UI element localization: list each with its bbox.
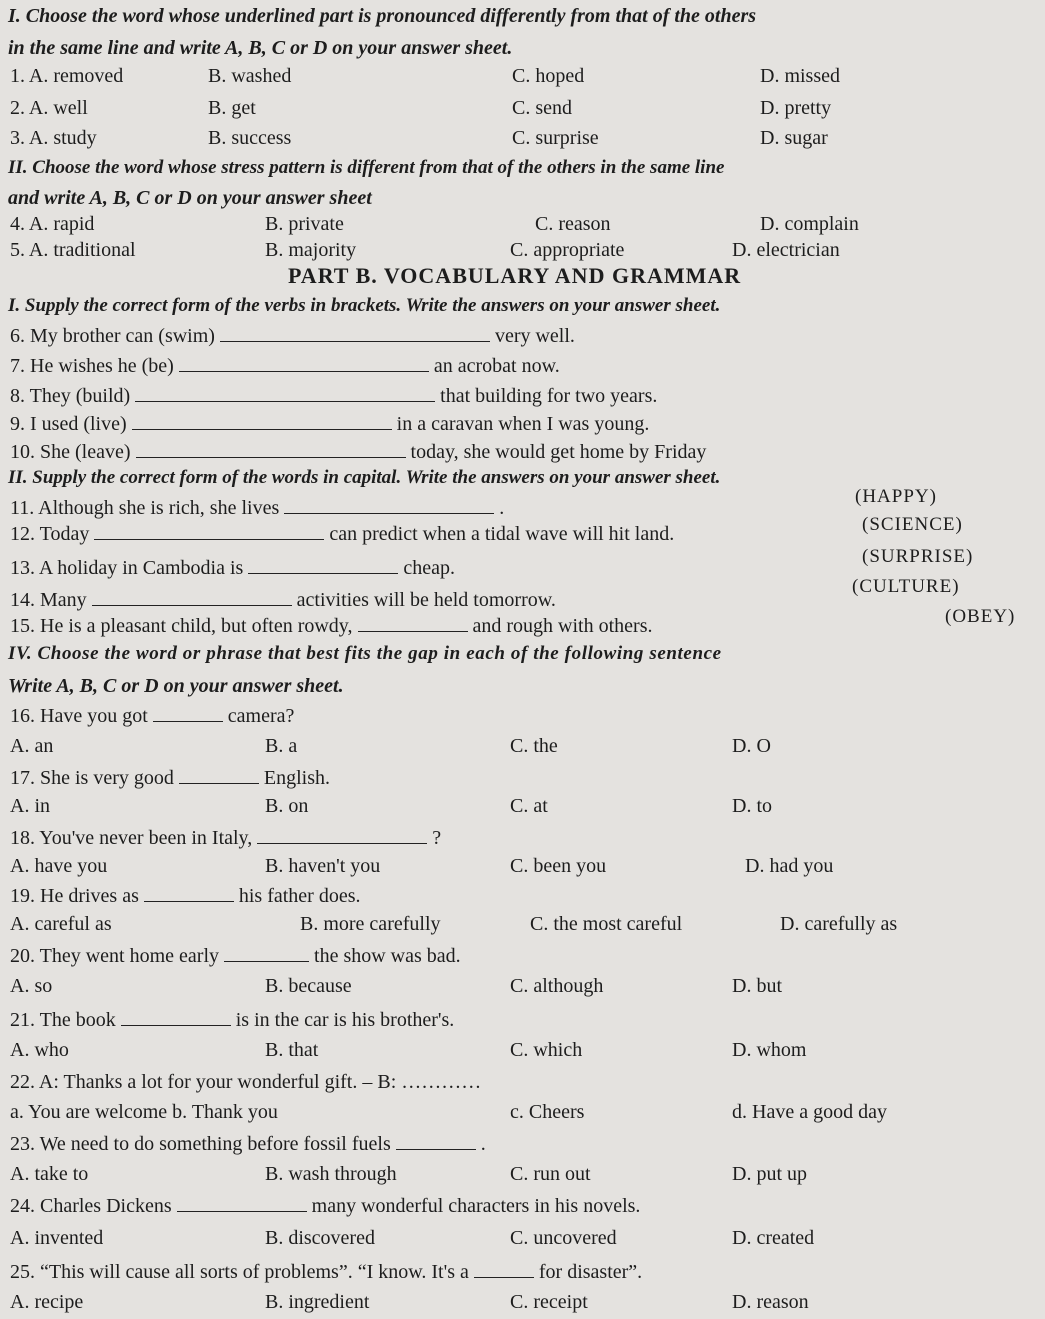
q4-option-c: C. reason (535, 213, 611, 235)
q15-capital-word: (OBEY) (945, 606, 1016, 627)
q1-option-b: B. washed (208, 65, 292, 87)
q20-sentence (10, 944, 461, 968)
q16-answer-blank[interactable] (153, 705, 223, 722)
section-5-instruction-cont: Write A, B, C or D on your answer sheet. (8, 675, 344, 697)
section-4-instruction: II. Supply the correct form of the words in capital. Write the answers on your answer sheet. (8, 467, 721, 488)
q20-option-d[interactable]: D. but (732, 975, 782, 997)
q11-text-before: 11. Although she is rich, she lives (10, 497, 280, 519)
q23-option-d[interactable]: D. put up (732, 1163, 807, 1185)
q7-answer-blank[interactable] (179, 355, 429, 372)
q25-text-before: 25. “This will cause all sorts of problems”. “I know. It's a (10, 1261, 469, 1283)
q11-sentence (10, 496, 504, 520)
q19-option-d[interactable]: D. carefully as (780, 913, 898, 935)
q18-option-c[interactable]: C. been you (510, 855, 607, 877)
q16-option-a[interactable]: A. an (10, 735, 54, 757)
q20-text-after: the show was bad. (314, 945, 461, 967)
q14-answer-blank[interactable] (92, 589, 292, 606)
q17-text-after: English. (263, 767, 331, 789)
section-2-instruction-cont: and write A, B, C or D on your answer sheet (8, 187, 372, 209)
section-1-instruction: I. Choose the word whose underlined part is pronounced differently from that of the others (8, 5, 757, 27)
section-3-instruction: I. Supply the correct form of the verbs in brackets. Write the answers on your answer sheet. (8, 295, 721, 316)
q5-option-a: 5. A. traditional (10, 239, 136, 261)
q23-option-c[interactable]: C. run out (510, 1163, 591, 1185)
q4-option-a: 4. A. rapid (10, 213, 95, 235)
q20-answer-blank[interactable] (224, 945, 309, 962)
q2-option-d: D. pretty (760, 97, 832, 119)
q12-text-before: 12. Today (10, 523, 90, 545)
q13-text-before: 13. A holiday in Cambodia is (10, 557, 244, 579)
q23-text-before: 23. We need to do something before fossil fuels (10, 1133, 391, 1155)
q9-text-before: 9. I used (live) (10, 413, 127, 435)
q21-text-before: 21. The book (10, 1009, 116, 1031)
q14-text-after: activities will be held tomorrow. (296, 589, 556, 611)
q4-option-d: D. complain (760, 213, 859, 235)
q2-option-c: C. send (512, 97, 572, 119)
q23-sentence (10, 1132, 486, 1156)
q21-option-a[interactable]: A. who (10, 1039, 69, 1061)
q22-option-c[interactable]: c. Cheers (510, 1101, 585, 1123)
q19-option-b[interactable]: B. more carefully (300, 913, 441, 935)
q19-sentence (10, 884, 361, 908)
q17-option-a[interactable]: A. in (10, 795, 50, 817)
q16-option-b[interactable]: B. a (265, 735, 298, 757)
q24-answer-blank[interactable] (177, 1195, 307, 1212)
q5-option-d: D. electrician (732, 239, 840, 261)
q25-answer-blank[interactable] (474, 1261, 534, 1278)
q17-answer-blank[interactable] (179, 767, 259, 784)
q23-text-after: . (480, 1133, 486, 1155)
q16-option-d[interactable]: D. O (732, 735, 771, 757)
section-1-instruction-cont: in the same line and write A, B, C or D on your answer sheet. (8, 37, 513, 59)
q15-text-before: 15. He is a pleasant child, but often rowdy, (10, 615, 353, 637)
q25-option-d[interactable]: D. reason (732, 1291, 809, 1313)
q19-option-c[interactable]: C. the most careful (530, 913, 683, 935)
q6-text-after: very well. (494, 325, 575, 347)
q18-text-after: ? (432, 827, 442, 849)
q4-option-b: B. private (265, 213, 344, 235)
q24-text-after: many wonderful characters in his novels. (311, 1195, 641, 1217)
q8-text-before: 8. They (build) (10, 385, 131, 407)
q22-option-d[interactable]: d. Have a good day (732, 1101, 887, 1123)
q18-option-d[interactable]: D. had you (745, 855, 834, 877)
q13-answer-blank[interactable] (248, 557, 398, 574)
q12-answer-blank[interactable] (94, 523, 324, 540)
q19-option-a[interactable]: A. careful as (10, 913, 112, 935)
q21-option-d[interactable]: D. whom (732, 1039, 807, 1061)
q6-text-before: 6. My brother can (swim) (10, 325, 215, 347)
q24-sentence (10, 1194, 640, 1218)
q21-sentence (10, 1008, 454, 1032)
q21-option-c[interactable]: C. which (510, 1039, 583, 1061)
q11-text-after: . (499, 497, 505, 519)
q11-capital-word: (HAPPY) (855, 486, 937, 507)
q17-sentence (10, 766, 330, 790)
q22-option-a-b[interactable]: a. You are welcome b. Thank you (10, 1101, 278, 1123)
q18-answer-blank[interactable] (257, 827, 427, 844)
q6-sentence (10, 324, 575, 348)
q18-sentence (10, 826, 441, 850)
q5-option-b: B. majority (265, 239, 357, 261)
q21-text-after: is in the car is his brother's. (235, 1009, 455, 1031)
q17-text-before: 17. She is very good (10, 767, 174, 789)
q20-option-c[interactable]: C. although (510, 975, 604, 997)
section-2-instruction: II. Choose the word whose stress pattern is different from that of the others in the same line (8, 157, 725, 178)
q11-answer-blank[interactable] (284, 497, 494, 514)
q10-text-before: 10. She (leave) (10, 441, 131, 463)
q25-option-c[interactable]: C. receipt (510, 1291, 588, 1313)
q24-text-before: 24. Charles Dickens (10, 1195, 172, 1217)
q9-text-after: in a caravan when I was young. (396, 413, 650, 435)
q19-text-before: 19. He drives as (10, 885, 139, 907)
q24-option-a[interactable]: A. invented (10, 1227, 104, 1249)
q10-sentence (10, 440, 706, 464)
q16-text-before: 16. Have you got (10, 705, 148, 727)
q19-answer-blank[interactable] (144, 885, 234, 902)
q15-answer-blank[interactable] (358, 615, 468, 632)
q14-capital-word: (CULTURE) (852, 576, 960, 597)
q1-option-d: D. missed (760, 65, 840, 87)
q16-sentence (10, 704, 294, 728)
q8-sentence (10, 384, 657, 408)
q25-text-after: for disaster”. (538, 1261, 643, 1283)
q14-text-before: 14. Many (10, 589, 87, 611)
q18-text-before: 18. You've never been in Italy, (10, 827, 253, 849)
q18-option-b[interactable]: B. haven't you (265, 855, 381, 877)
q7-sentence (10, 354, 560, 378)
q9-answer-blank[interactable] (132, 413, 392, 430)
q3-option-a: 3. A. study (10, 127, 97, 149)
q23-option-a[interactable]: A. take to (10, 1163, 89, 1185)
q23-answer-blank[interactable] (396, 1133, 476, 1150)
q1-option-c: C. hoped (512, 65, 585, 87)
q14-sentence (10, 588, 556, 612)
q23-option-b[interactable]: B. wash through (265, 1163, 397, 1185)
q20-option-a[interactable]: A. so (10, 975, 53, 997)
q24-option-b[interactable]: B. discovered (265, 1227, 375, 1249)
q20-option-b[interactable]: B. because (265, 975, 352, 997)
q3-option-d: D. sugar (760, 127, 828, 149)
q5-option-c: C. appropriate (510, 239, 625, 261)
q13-sentence (10, 556, 455, 580)
q13-text-after: cheap. (403, 557, 455, 579)
q12-sentence (10, 522, 674, 546)
q25-option-a[interactable]: A. recipe (10, 1291, 84, 1313)
q10-text-after: today, she would get home by Friday (410, 441, 707, 463)
q16-text-after: camera? (227, 705, 295, 727)
q18-option-a[interactable]: A. have you (10, 855, 108, 877)
q9-sentence (10, 412, 649, 436)
q24-option-c[interactable]: C. uncovered (510, 1227, 617, 1249)
part-b-heading: PART B. VOCABULARY AND GRAMMAR (288, 263, 742, 288)
q20-text-before: 20. They went home early (10, 945, 220, 967)
q17-option-b[interactable]: B. on (265, 795, 309, 817)
q25-option-b[interactable]: B. ingredient (265, 1291, 370, 1313)
section-5-instruction: IV. Choose the word or phrase that best fits the gap in each of the following sentence (8, 643, 722, 664)
q24-option-d[interactable]: D. created (732, 1227, 815, 1249)
q22-sentence: 22. A: Thanks a lot for your wonderful gift. – B: ………… (10, 1071, 482, 1093)
q7-text-before: 7. He wishes he (be) (10, 355, 174, 377)
q17-option-d[interactable]: D. to (732, 795, 772, 817)
q12-capital-word: (SCIENCE) (862, 514, 963, 535)
q2-option-a: 2. A. well (10, 97, 88, 119)
q15-text-after: and rough with others. (472, 615, 653, 637)
q15-sentence (10, 614, 653, 638)
q3-option-c: C. surprise (512, 127, 599, 149)
q19-text-after: his father does. (238, 885, 361, 907)
q2-option-b: B. get (208, 97, 256, 119)
q17-option-c[interactable]: C. at (510, 795, 548, 817)
q3-option-b: B. success (208, 127, 292, 149)
q21-answer-blank[interactable] (121, 1009, 231, 1026)
q10-answer-blank[interactable] (136, 441, 406, 458)
q6-answer-blank[interactable] (220, 325, 490, 342)
q16-option-c[interactable]: C. the (510, 735, 558, 757)
q8-answer-blank[interactable] (135, 385, 435, 402)
q25-sentence (10, 1260, 642, 1284)
q1-option-a: 1. A. removed (10, 65, 124, 87)
q13-capital-word: (SURPRISE) (862, 546, 974, 567)
q12-text-after: can predict when a tidal wave will hit land. (329, 523, 675, 545)
q21-option-b[interactable]: B. that (265, 1039, 319, 1061)
q7-text-after: an acrobat now. (433, 355, 560, 377)
q8-text-after: that building for two years. (440, 385, 658, 407)
